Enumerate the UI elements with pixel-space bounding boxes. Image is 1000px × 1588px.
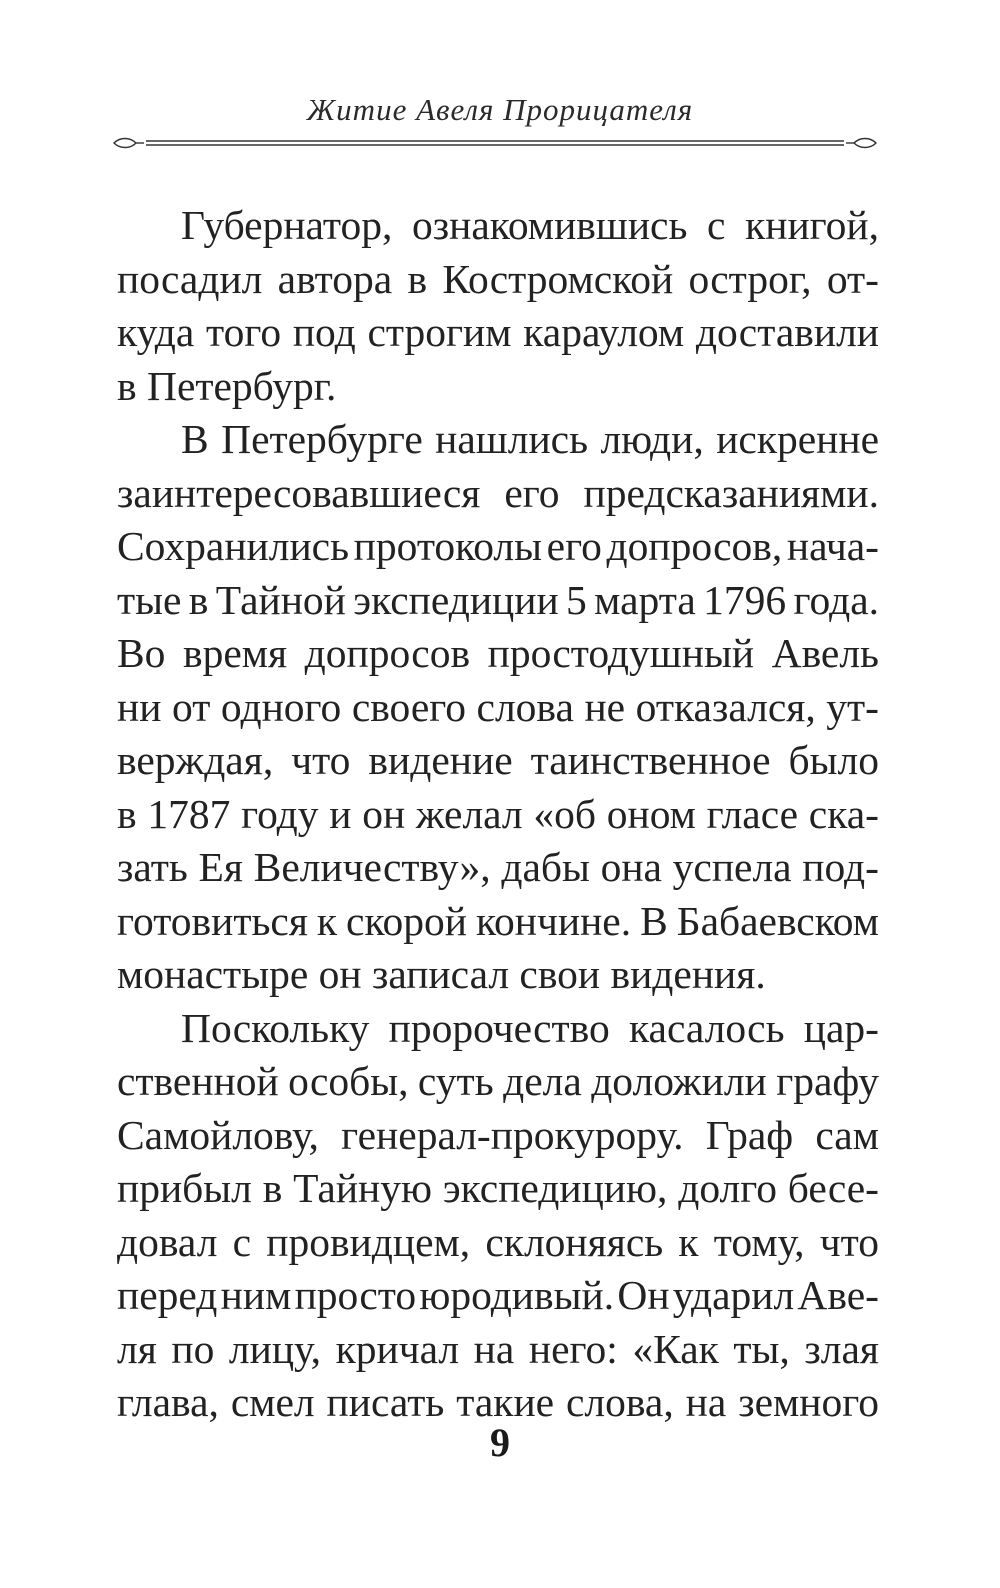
page-number: 9 [490, 1420, 510, 1465]
text-line: Самойлову, генерал-прокурору. Граф сам [117, 1111, 879, 1158]
text-line: зать Ея Величеству», дабы она успела под- [117, 844, 879, 890]
text-line: Губернатор, ознакомившись с книгой, [181, 202, 879, 248]
text-line: Во время допросов простодушный Авель [117, 630, 879, 676]
text-line: довал с провидцем, склоняясь к тому, что [117, 1218, 879, 1265]
text-line: прибыл в Тайную экспедицию, долго бесе- [117, 1165, 879, 1211]
text-line: в Петербург. [117, 362, 337, 409]
header-rule [112, 136, 878, 150]
text-line: тые в Тайной экспедиции 5 марта 1796 года. [117, 576, 879, 623]
body-text [117, 199, 879, 1430]
text-line: монастыре он записал свои видения. [117, 951, 766, 997]
text-line: Сохранились протоколы его допросов, нача- [117, 523, 879, 569]
text-line: глава, смел писать такие слова, на земного [117, 1379, 879, 1425]
paragraph [117, 199, 879, 413]
text-line: ственной особы, суть дела доложили графу [117, 1058, 879, 1104]
text-line: посадил автора в Костромской острог, от- [117, 255, 879, 302]
text-line: верждая, что видение таинственное было [117, 737, 879, 783]
text-line: перед ним просто юродивый. Он ударил Аве- [117, 1272, 879, 1318]
text-line: куда того под строгим караулом доставили [117, 309, 879, 355]
text-line: готовиться к скорой кончине. В Бабаевском [117, 897, 879, 944]
text-line: В Петербурге нашлись люди, искренне [181, 416, 879, 462]
text-line: в 1787 году и он желал «об оном гласе ска- [117, 790, 879, 837]
text-line: ля по лицу, кричал на него: «Как ты, злая [117, 1325, 879, 1372]
paragraph [117, 1002, 879, 1430]
text-line: заинтересовавшиеся его предсказаниями. [117, 469, 879, 516]
text-line: Поскольку пророчество касалось цар- [181, 1004, 879, 1051]
running-head: Житие Авеля Прорицателя [306, 92, 694, 127]
paragraph [117, 413, 879, 1002]
text-line: ни от одного своего слова не отказался, ут- [117, 683, 879, 730]
